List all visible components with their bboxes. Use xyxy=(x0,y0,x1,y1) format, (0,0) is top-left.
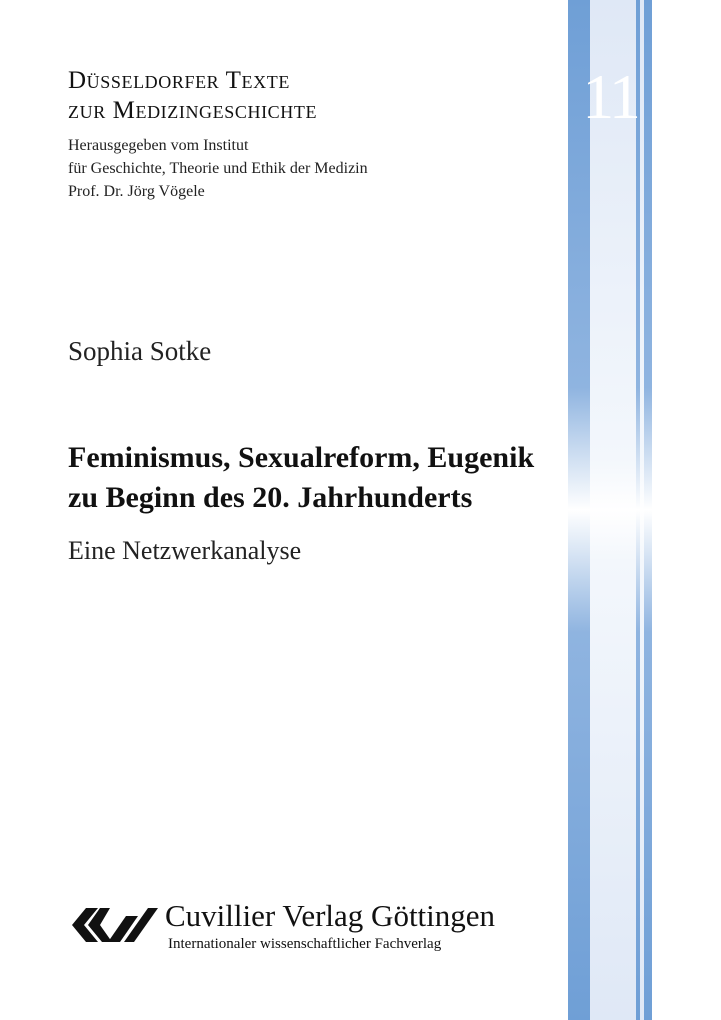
series-title xyxy=(68,66,317,126)
editor-line2: für Geschichte, Theorie und Ethik der Medizin xyxy=(68,160,368,177)
editor-line1: Herausgegeben vom Institut xyxy=(68,137,249,154)
decorative-stripe-band xyxy=(568,0,652,1020)
editor-info xyxy=(68,134,368,203)
publisher-name: Cuvillier Verlag Göttingen xyxy=(165,898,496,933)
series-title-line1: Düsseldorfer Texte xyxy=(68,67,290,94)
editor-line3: Prof. Dr. Jörg Vögele xyxy=(68,183,205,200)
publisher-tagline: Internationaler wissenschaftlicher Fachverlag xyxy=(168,936,442,952)
book-title xyxy=(68,438,534,518)
series-title-line2: zur Medizingeschichte xyxy=(68,97,318,124)
stripe-graphic xyxy=(568,0,652,1020)
author-name: Sophia Sotke xyxy=(68,336,212,366)
volume-number: 11 xyxy=(582,61,638,132)
book-subtitle: Eine Netzwerkanalyse xyxy=(68,536,302,565)
cuvillier-logo-icon xyxy=(66,904,158,946)
book-title-line1: Feminismus, Sexualreform, Eugenik xyxy=(68,441,535,474)
book-title-line2: zu Beginn des 20. Jahrhunderts xyxy=(68,481,473,514)
